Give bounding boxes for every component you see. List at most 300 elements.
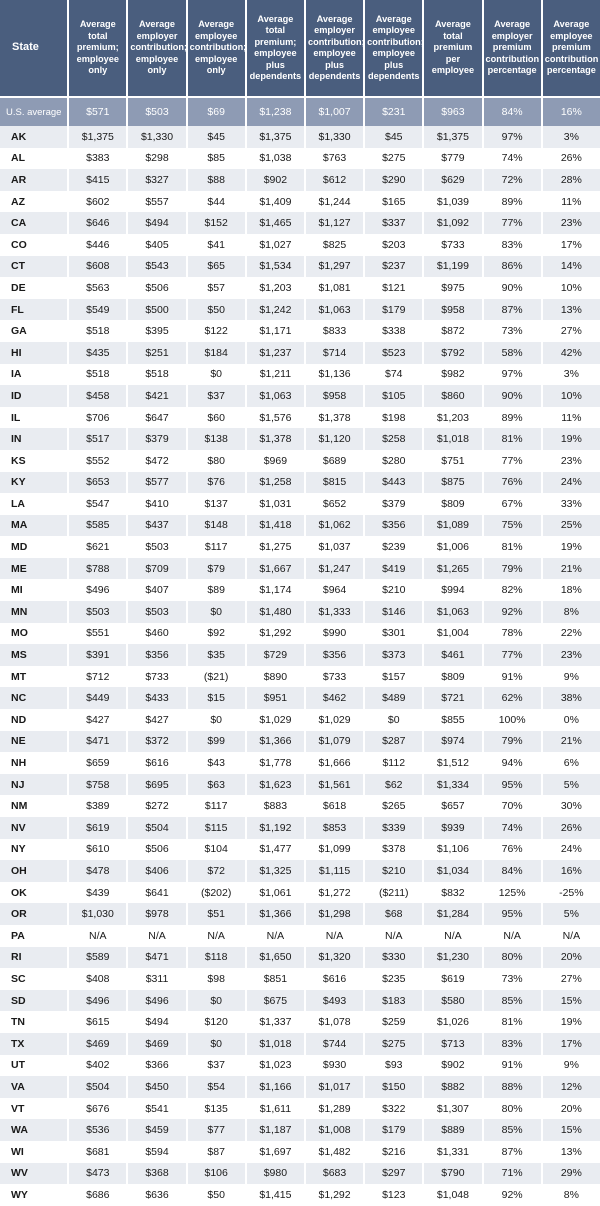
table-row (0, 407, 600, 429)
value-cell: 81% (482, 428, 541, 450)
value-cell: $683 (304, 1163, 363, 1185)
state-code-cell: GA (0, 320, 67, 342)
value-cell: 67% (482, 493, 541, 515)
state-code-cell: OR (0, 903, 67, 925)
value-cell: $378 (363, 839, 422, 861)
value-cell: 23% (541, 644, 600, 666)
value-cell: $1,325 (245, 860, 304, 882)
state-code-cell: NY (0, 839, 67, 861)
value-cell: 62% (482, 687, 541, 709)
value-cell: $500 (126, 299, 185, 321)
value-cell: 9% (541, 666, 600, 688)
value-cell: $1,272 (304, 882, 363, 904)
value-cell: 5% (541, 903, 600, 925)
value-cell: $577 (126, 472, 185, 494)
value-cell: $407 (126, 579, 185, 601)
value-cell: $506 (126, 277, 185, 299)
state-code-cell: OK (0, 882, 67, 904)
value-cell: 58% (482, 342, 541, 364)
table-row (0, 687, 600, 709)
value-cell: $1,078 (304, 1011, 363, 1033)
value-cell: $1,038 (245, 148, 304, 170)
value-cell: $1,089 (422, 515, 481, 537)
value-cell: $646 (67, 212, 126, 234)
value-cell: $494 (126, 212, 185, 234)
average-cell: $1,238 (245, 98, 304, 126)
value-cell: $0 (363, 709, 422, 731)
value-cell: $1,375 (245, 126, 304, 148)
value-cell: $619 (67, 817, 126, 839)
value-cell: $990 (304, 623, 363, 645)
header-employee-contribution-employee-only: Average employee contribution; employee only (186, 0, 245, 98)
value-cell: $1,284 (422, 903, 481, 925)
value-cell: $301 (363, 623, 422, 645)
value-cell: $251 (126, 342, 185, 364)
table-row (0, 450, 600, 472)
value-cell: $629 (422, 169, 481, 191)
value-cell: $504 (67, 1076, 126, 1098)
table-row (0, 1011, 600, 1033)
table-row (0, 666, 600, 688)
value-cell: $615 (67, 1011, 126, 1033)
value-cell: 74% (482, 148, 541, 170)
value-cell: $60 (186, 407, 245, 429)
value-cell: 12% (541, 1076, 600, 1098)
value-cell: $788 (67, 558, 126, 580)
header-row (0, 0, 600, 98)
value-cell: N/A (422, 925, 481, 947)
value-cell: $1,115 (304, 860, 363, 882)
value-cell: N/A (245, 925, 304, 947)
state-code-cell: WV (0, 1163, 67, 1185)
value-cell: N/A (482, 925, 541, 947)
value-cell: $616 (304, 968, 363, 990)
value-cell: $395 (126, 320, 185, 342)
value-cell: $619 (422, 968, 481, 990)
value-cell: 83% (482, 1033, 541, 1055)
value-cell: N/A (304, 925, 363, 947)
value-cell: $958 (304, 385, 363, 407)
value-cell: $1,120 (304, 428, 363, 450)
value-cell: $77 (186, 1119, 245, 1141)
value-cell: 92% (482, 601, 541, 623)
value-cell: $1,415 (245, 1184, 304, 1206)
value-cell: $1,330 (126, 126, 185, 148)
value-cell: $104 (186, 839, 245, 861)
value-cell: $676 (67, 1098, 126, 1120)
value-cell: $779 (422, 148, 481, 170)
value-cell: $405 (126, 234, 185, 256)
value-cell: 84% (482, 860, 541, 882)
value-cell: $1,611 (245, 1098, 304, 1120)
value-cell: $1,187 (245, 1119, 304, 1141)
value-cell: $616 (126, 752, 185, 774)
value-cell: $1,298 (304, 903, 363, 925)
value-cell: $62 (363, 774, 422, 796)
table-row (0, 277, 600, 299)
value-cell: 27% (541, 320, 600, 342)
value-cell: $825 (304, 234, 363, 256)
value-cell: $1,174 (245, 579, 304, 601)
value-cell: $585 (67, 515, 126, 537)
value-cell: $1,062 (304, 515, 363, 537)
value-cell: $1,480 (245, 601, 304, 623)
value-cell: $471 (67, 731, 126, 753)
value-cell: $85 (186, 148, 245, 170)
state-code-cell: NM (0, 795, 67, 817)
state-code-cell: TX (0, 1033, 67, 1055)
value-cell: $1,667 (245, 558, 304, 580)
state-code-cell: DE (0, 277, 67, 299)
value-cell: $106 (186, 1163, 245, 1185)
header-total-premium-plus-dependents: Average total premium; employee plus dependents (245, 0, 304, 98)
state-code-cell: HI (0, 342, 67, 364)
value-cell: $594 (126, 1141, 185, 1163)
value-cell: $657 (422, 795, 481, 817)
header-state: State (0, 0, 67, 98)
value-cell: $1,061 (245, 882, 304, 904)
value-cell: $1,081 (304, 277, 363, 299)
value-cell: $1,337 (245, 1011, 304, 1033)
value-cell: $523 (363, 342, 422, 364)
value-cell: $714 (304, 342, 363, 364)
value-cell: $1,029 (245, 709, 304, 731)
value-cell: $216 (363, 1141, 422, 1163)
table-row (0, 299, 600, 321)
value-cell: 13% (541, 299, 600, 321)
table-row (0, 774, 600, 796)
value-cell: $721 (422, 687, 481, 709)
value-cell: $763 (304, 148, 363, 170)
value-cell: $419 (363, 558, 422, 580)
value-cell: 13% (541, 1141, 600, 1163)
value-cell: $203 (363, 234, 422, 256)
value-cell: $1,297 (304, 256, 363, 278)
value-cell: $1,289 (304, 1098, 363, 1120)
value-cell: $493 (304, 990, 363, 1012)
value-cell: $1,409 (245, 191, 304, 213)
value-cell: $37 (186, 385, 245, 407)
value-cell: $1,211 (245, 364, 304, 386)
value-cell: $496 (126, 990, 185, 1012)
table-row (0, 839, 600, 861)
value-cell: $890 (245, 666, 304, 688)
value-cell: $112 (363, 752, 422, 774)
value-cell: 24% (541, 839, 600, 861)
value-cell: 73% (482, 968, 541, 990)
value-cell: $1,320 (304, 947, 363, 969)
average-cell: $69 (186, 98, 245, 126)
value-cell: $792 (422, 342, 481, 364)
value-cell: $951 (245, 687, 304, 709)
value-cell: 15% (541, 990, 600, 1012)
value-cell: $713 (422, 1033, 481, 1055)
table-row (0, 256, 600, 278)
value-cell: 26% (541, 148, 600, 170)
value-cell: $135 (186, 1098, 245, 1120)
value-cell: $72 (186, 860, 245, 882)
table-row (0, 731, 600, 753)
value-cell: $902 (422, 1055, 481, 1077)
value-cell: $695 (126, 774, 185, 796)
value-cell: $123 (363, 1184, 422, 1206)
value-cell: $297 (363, 1163, 422, 1185)
table-row (0, 515, 600, 537)
state-code-cell: MO (0, 623, 67, 645)
state-code-cell: UT (0, 1055, 67, 1077)
value-cell: $356 (304, 644, 363, 666)
value-cell: $1,063 (304, 299, 363, 321)
value-cell: $1,203 (245, 277, 304, 299)
state-code-cell: SD (0, 990, 67, 1012)
value-cell: 30% (541, 795, 600, 817)
value-cell: $408 (67, 968, 126, 990)
value-cell: $88 (186, 169, 245, 191)
value-cell: $1,166 (245, 1076, 304, 1098)
value-cell: $372 (126, 731, 185, 753)
value-cell: $1,171 (245, 320, 304, 342)
value-cell: $1,307 (422, 1098, 481, 1120)
value-cell: $0 (186, 990, 245, 1012)
table-row (0, 882, 600, 904)
table-row (0, 709, 600, 731)
value-cell: $179 (363, 1119, 422, 1141)
value-cell: $1,018 (245, 1033, 304, 1055)
state-code-cell: SC (0, 968, 67, 990)
value-cell: 3% (541, 126, 600, 148)
value-cell: $1,247 (304, 558, 363, 580)
value-cell: $311 (126, 968, 185, 990)
table-row (0, 148, 600, 170)
value-cell: $50 (186, 299, 245, 321)
value-cell: $758 (67, 774, 126, 796)
value-cell: 29% (541, 1163, 600, 1185)
value-cell: $57 (186, 277, 245, 299)
value-cell: 20% (541, 947, 600, 969)
value-cell: $450 (126, 1076, 185, 1098)
value-cell: $1,026 (422, 1011, 481, 1033)
value-cell: 8% (541, 601, 600, 623)
value-cell: $1,334 (422, 774, 481, 796)
value-cell: 77% (482, 450, 541, 472)
table-row (0, 472, 600, 494)
value-cell: $327 (126, 169, 185, 191)
value-cell: $1,650 (245, 947, 304, 969)
value-cell: $1,465 (245, 212, 304, 234)
value-cell: $443 (363, 472, 422, 494)
value-cell: $1,063 (422, 601, 481, 623)
value-cell: $1,031 (245, 493, 304, 515)
value-cell: 21% (541, 731, 600, 753)
table-row (0, 342, 600, 364)
value-cell: 19% (541, 536, 600, 558)
value-cell: $503 (126, 536, 185, 558)
value-cell: 42% (541, 342, 600, 364)
state-code-cell: MD (0, 536, 67, 558)
table-row (0, 1033, 600, 1055)
value-cell: 95% (482, 903, 541, 925)
value-cell: $489 (363, 687, 422, 709)
value-cell: $389 (67, 795, 126, 817)
value-cell: 73% (482, 320, 541, 342)
value-cell: $15 (186, 687, 245, 709)
value-cell: $50 (186, 1184, 245, 1206)
value-cell: $1,017 (304, 1076, 363, 1098)
value-cell: $557 (126, 191, 185, 213)
value-cell: $1,106 (422, 839, 481, 861)
value-cell: $875 (422, 472, 481, 494)
value-cell: $517 (67, 428, 126, 450)
value-cell: 95% (482, 774, 541, 796)
state-code-cell: NV (0, 817, 67, 839)
value-cell: $1,258 (245, 472, 304, 494)
value-cell: $618 (304, 795, 363, 817)
header-employee-contribution-plus-dependents: Average employee contribution; employee plus dependents (363, 0, 422, 98)
value-cell: $117 (186, 536, 245, 558)
value-cell: $410 (126, 493, 185, 515)
value-cell: N/A (67, 925, 126, 947)
value-cell: $872 (422, 320, 481, 342)
value-cell: $547 (67, 493, 126, 515)
value-cell: $709 (126, 558, 185, 580)
value-cell: $883 (245, 795, 304, 817)
value-cell: $681 (67, 1141, 126, 1163)
value-cell: $506 (126, 839, 185, 861)
value-cell: 79% (482, 558, 541, 580)
value-cell: $1,237 (245, 342, 304, 364)
value-cell: $589 (67, 947, 126, 969)
value-cell: 76% (482, 839, 541, 861)
value-cell: 11% (541, 407, 600, 429)
state-code-cell: FL (0, 299, 67, 321)
value-cell: 71% (482, 1163, 541, 1185)
value-cell: $79 (186, 558, 245, 580)
value-cell: $68 (363, 903, 422, 925)
value-cell: $1,378 (304, 407, 363, 429)
value-cell: $939 (422, 817, 481, 839)
value-cell: $503 (67, 601, 126, 623)
value-cell: 15% (541, 1119, 600, 1141)
value-cell: $1,018 (422, 428, 481, 450)
value-cell: $504 (126, 817, 185, 839)
value-cell: 82% (482, 579, 541, 601)
value-cell: $1,203 (422, 407, 481, 429)
value-cell: 10% (541, 385, 600, 407)
state-code-cell: VT (0, 1098, 67, 1120)
value-cell: $148 (186, 515, 245, 537)
value-cell: 94% (482, 752, 541, 774)
table-row (0, 169, 600, 191)
value-cell: $165 (363, 191, 422, 213)
value-cell: 19% (541, 1011, 600, 1033)
value-cell: 89% (482, 191, 541, 213)
value-cell: $275 (363, 148, 422, 170)
state-code-cell: CO (0, 234, 67, 256)
table-row (0, 493, 600, 515)
state-code-cell: CT (0, 256, 67, 278)
value-cell: 89% (482, 407, 541, 429)
value-cell: $1,292 (245, 623, 304, 645)
value-cell: N/A (363, 925, 422, 947)
value-cell: $427 (126, 709, 185, 731)
value-cell: 83% (482, 234, 541, 256)
value-cell: 16% (541, 860, 600, 882)
value-cell: $974 (422, 731, 481, 753)
state-code-cell: PA (0, 925, 67, 947)
value-cell: $860 (422, 385, 481, 407)
value-cell: $1,023 (245, 1055, 304, 1077)
value-cell: $855 (422, 709, 481, 731)
value-cell: $969 (245, 450, 304, 472)
state-code-cell: AR (0, 169, 67, 191)
value-cell: $1,378 (245, 428, 304, 450)
value-cell: $74 (363, 364, 422, 386)
value-cell: $415 (67, 169, 126, 191)
value-cell: $330 (363, 947, 422, 969)
value-cell: $1,242 (245, 299, 304, 321)
table-row (0, 903, 600, 925)
value-cell: 91% (482, 1055, 541, 1077)
value-cell: 72% (482, 169, 541, 191)
table-row (0, 234, 600, 256)
value-cell: 80% (482, 947, 541, 969)
value-cell: $105 (363, 385, 422, 407)
value-cell: $183 (363, 990, 422, 1012)
value-cell: $152 (186, 212, 245, 234)
value-cell: $1,199 (422, 256, 481, 278)
value-cell: $259 (363, 1011, 422, 1033)
value-cell: $1,512 (422, 752, 481, 774)
value-cell: $469 (126, 1033, 185, 1055)
value-cell: $379 (363, 493, 422, 515)
table-row (0, 428, 600, 450)
value-cell: $647 (126, 407, 185, 429)
value-cell: $92 (186, 623, 245, 645)
value-cell: $712 (67, 666, 126, 688)
value-cell: ($211) (363, 882, 422, 904)
table-row (0, 1119, 600, 1141)
value-cell: $733 (304, 666, 363, 688)
value-cell: $744 (304, 1033, 363, 1055)
value-cell: $235 (363, 968, 422, 990)
value-cell: $964 (304, 579, 363, 601)
value-cell: $549 (67, 299, 126, 321)
value-cell: $978 (126, 903, 185, 925)
header-employee-contribution-percentage: Average employee premium contribution percentage (541, 0, 600, 98)
value-cell: $366 (126, 1055, 185, 1077)
value-cell: $751 (422, 450, 481, 472)
value-cell: $496 (67, 579, 126, 601)
value-cell: $449 (67, 687, 126, 709)
value-cell: $115 (186, 817, 245, 839)
value-cell: $1,027 (245, 234, 304, 256)
value-cell: 33% (541, 493, 600, 515)
value-cell: $975 (422, 277, 481, 299)
value-cell: 90% (482, 385, 541, 407)
value-cell: $1,265 (422, 558, 481, 580)
table-row (0, 795, 600, 817)
value-cell: $338 (363, 320, 422, 342)
state-code-cell: ME (0, 558, 67, 580)
state-code-cell: WY (0, 1184, 67, 1206)
value-cell: 19% (541, 428, 600, 450)
value-cell: 17% (541, 1033, 600, 1055)
value-cell: $339 (363, 817, 422, 839)
value-cell: 0% (541, 709, 600, 731)
state-code-cell: AL (0, 148, 67, 170)
value-cell: 5% (541, 774, 600, 796)
value-cell: $51 (186, 903, 245, 925)
